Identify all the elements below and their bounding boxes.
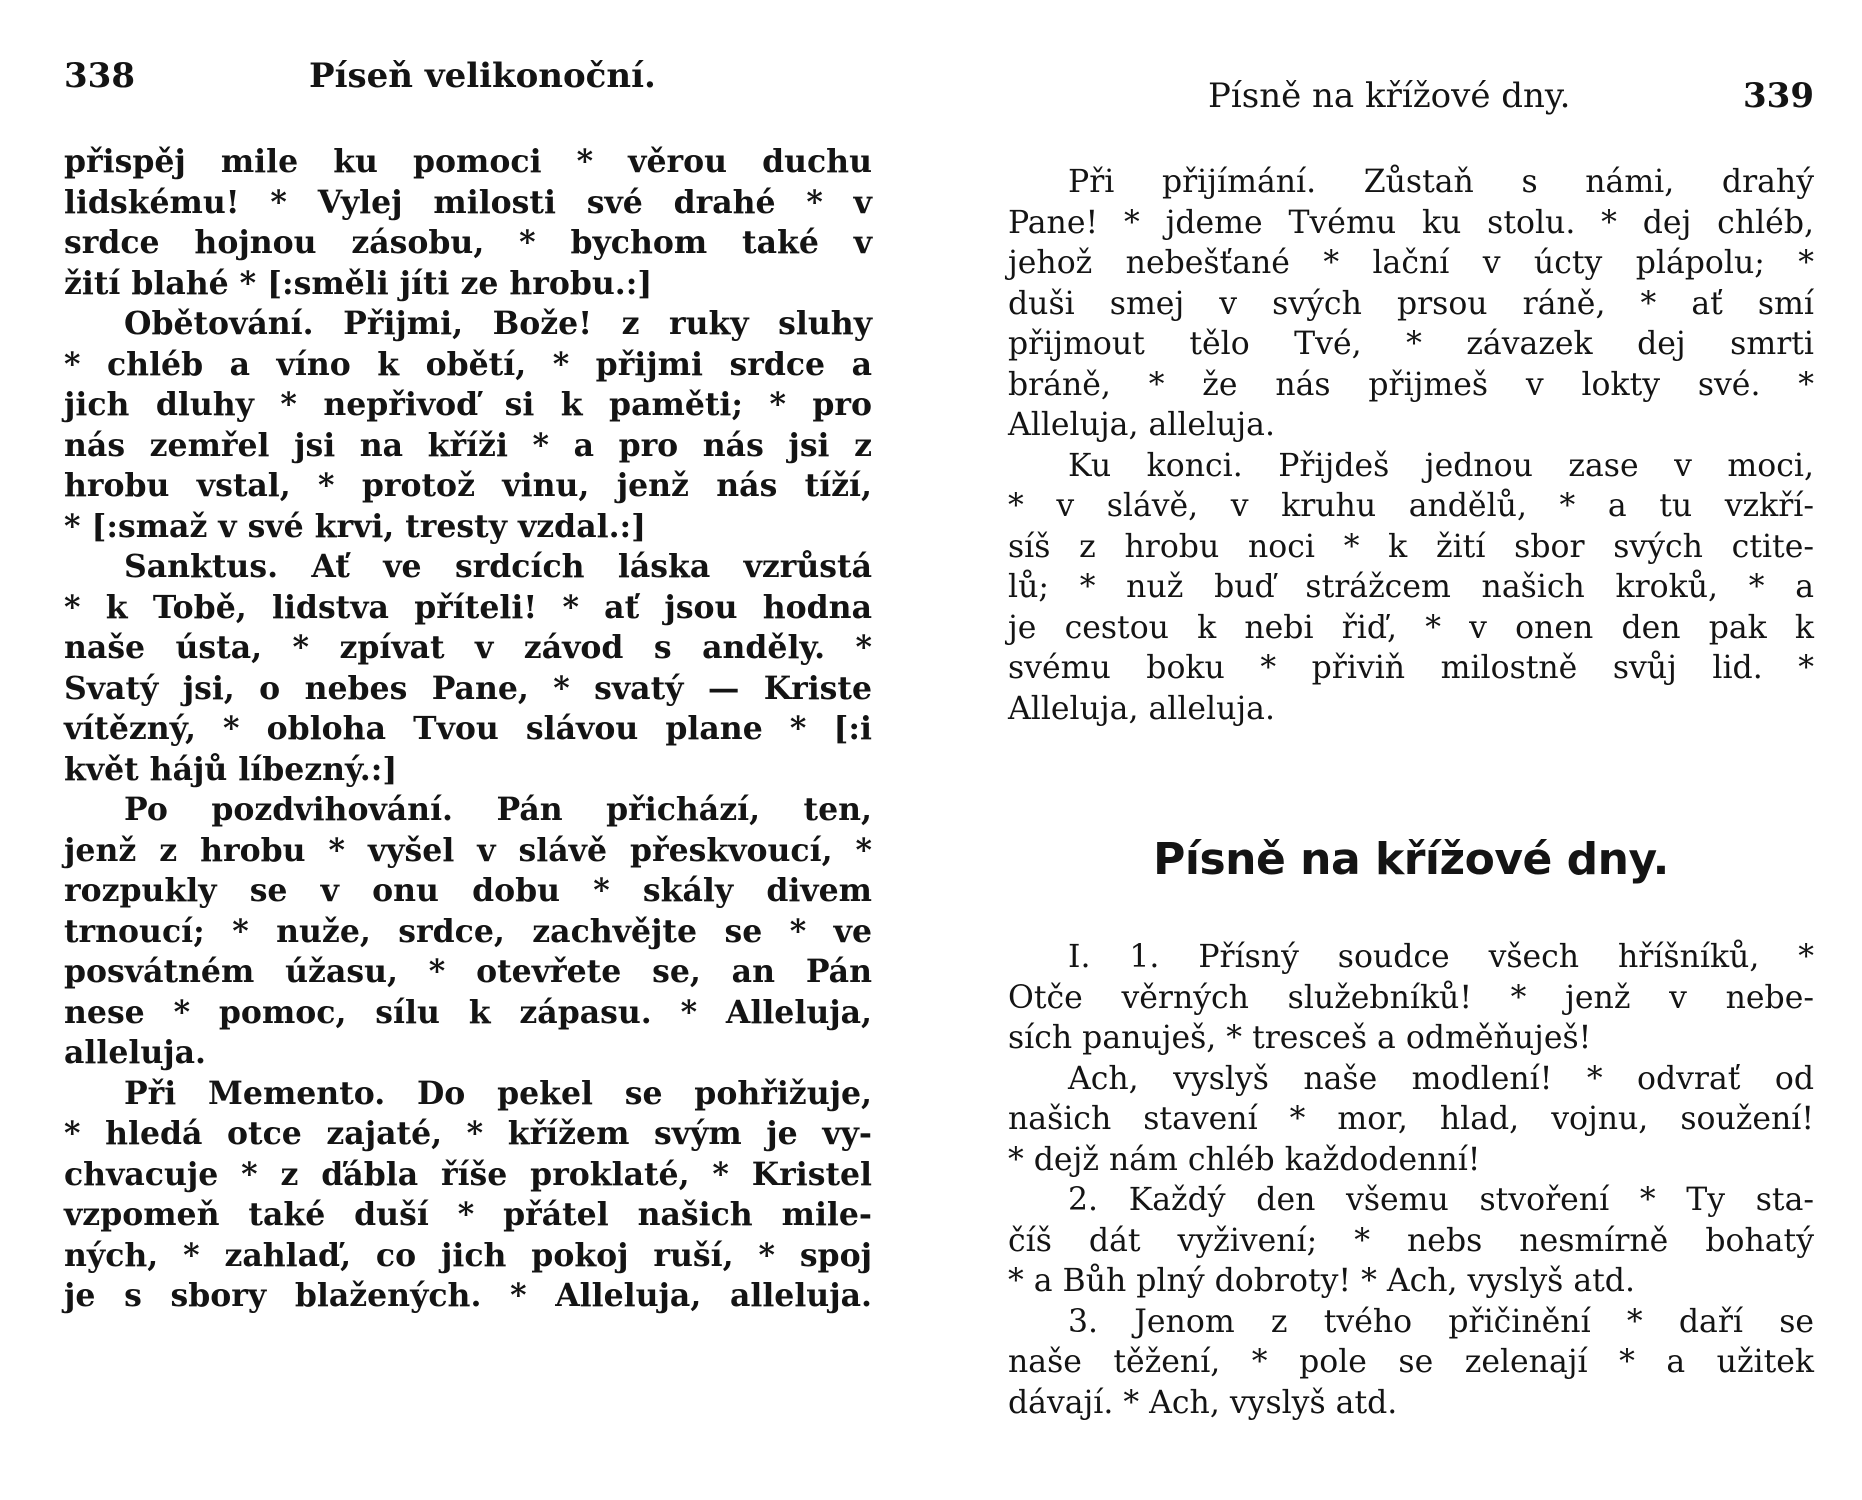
text-line: jenž z hrobu * vyšel v slávě přeskvoucí, *	[64, 831, 872, 869]
text-line: I. 1. Přísný soudce všech hříšníků, *	[1068, 939, 1814, 975]
text-line: přijmout tělo Tvé, * závazek dej smrti	[1008, 326, 1814, 362]
text-line: ných, * zahlaď, co jich pokoj ruší, * spoj	[64, 1236, 872, 1274]
text-line: * dejž nám chléb každodenní!	[1008, 1141, 1481, 1178]
text-line: 2. Každý den všemu stvoření * Ty sta-	[1068, 1182, 1814, 1218]
text-line: Při Memento. Do pekel se pohřižuje,	[124, 1074, 872, 1112]
text-line: hrobu vstal, * protož vinu, jenž nás tíží,	[64, 467, 872, 504]
text-line: vítězný, * obloha Tvou slávou plane * [:i	[64, 710, 872, 747]
text-line: Ku konci. Přijdeš jednou zase v moci,	[1068, 447, 1814, 484]
text-line: dávají. * Ach, vyslyš atd.	[1008, 1384, 1398, 1421]
left-page-number: 338	[64, 56, 135, 96]
text-line: * a Bůh plný dobroty! * Ach, vyslyš atd.	[1008, 1263, 1635, 1299]
text-line: květ hájů líbezný.:]	[64, 750, 398, 788]
text-line: * chléb a víno k obětí, * přijmi srdce a	[64, 345, 872, 383]
text-line: rozpukly se v onu dobu * skály divem	[64, 872, 872, 909]
text-line: Svatý jsi, o nebes Pane, * svatý — Kriste	[64, 669, 872, 707]
text-line: * [:smaž v své krvi, tresty vzdal.:]	[64, 507, 647, 545]
text-line: Otče věrných služebníků! * jenž v nebe-	[1008, 979, 1814, 1016]
text-line: nás zemřel jsi na kříži * a pro nás jsi z	[64, 426, 872, 464]
text-line: 3. Jenom z tvého přičinění * daří se	[1068, 1303, 1814, 1340]
text-line: přispěj mile ku pomoci * věrou duchu	[64, 143, 872, 180]
text-line: posvátném úžasu, * otevřete se, an Pán	[64, 953, 872, 990]
text-line: alleluja.	[64, 1034, 207, 1071]
left-page-header	[64, 48, 872, 98]
text-line: Po pozdvihování. Pán přichází, ten,	[124, 791, 872, 828]
text-line: Při přijímání. Zůstaň s námi, drahý	[1068, 164, 1814, 200]
text-line: lů; * nuž buď strážcem našich kroků, * a	[1008, 569, 1814, 605]
text-line: * v slávě, v kruhu andělů, * a tu vzkří-	[1008, 488, 1814, 524]
text-line: Pane! * jdeme Tvému ku stolu. * dej chléb,	[1008, 204, 1814, 241]
text-line: svému boku * přiviň milostně svůj lid. *	[1008, 650, 1814, 686]
text-line: číš dát vyživení; * nebs nesmírně bohatý	[1008, 1222, 1814, 1259]
text-line: duši smej v svých prsou ráně, * ať smí	[1008, 285, 1814, 322]
text-line: je cestou k nebi řiď, * v onen den pak k	[1008, 609, 1814, 646]
left-running-title: Píseň velikonoční.	[309, 56, 656, 96]
text-line: sích panuješ, * tresceš a odměňuješ!	[1008, 1020, 1592, 1056]
text-line: naše ústa, * zpívat v závod s anděly. *	[64, 629, 872, 666]
text-line: Alleluja, alleluja.	[1008, 407, 1275, 443]
text-line: našich stavení * mor, hlad, vojnu, soužení!	[1008, 1101, 1814, 1137]
text-line: srdce hojnou zásobu, * bychom také v	[64, 224, 872, 261]
text-line: vzpomeň také duší * přátel našich mile-	[64, 1196, 872, 1233]
text-line: síš z hrobu noci * k žití sbor svých ctite-	[1008, 528, 1814, 565]
text-line: chvacuje * z ďábla říše proklaté, * Kristel	[64, 1155, 872, 1193]
left-page-text	[64, 142, 872, 1317]
text-line: trnoucí; * nuže, srdce, zachvějte se * ve	[64, 912, 872, 950]
text-line: jehož nebešťané * lační v úcty plápolu; *	[1008, 245, 1814, 281]
section-title: Písně na křížové dny.	[1153, 834, 1669, 885]
text-line: žití blahé * [:směli jíti ze hrobu.:]	[64, 264, 653, 302]
right-page-header	[1008, 72, 1814, 122]
text-line: * k Tobě, lidstva příteli! * ať jsou hodna	[64, 588, 872, 626]
right-page-number: 339	[1743, 76, 1814, 116]
text-line: lidskému! * Vylej milosti své drahé * v	[64, 183, 872, 221]
text-line: je s sbory blažených. * Alleluja, alleluja.	[64, 1277, 872, 1314]
text-line: nese * pomoc, sílu k zápasu. * Alleluja,	[64, 993, 872, 1031]
text-line: jich dluhy * nepřivoď si k paměti; * pro	[64, 386, 872, 423]
text-line: Obětování. Přijmi, Bože! z ruky sluhy	[124, 305, 872, 342]
text-line: Sanktus. Ať ve srdcích láska vzrůstá	[124, 548, 872, 585]
text-line: Alleluja, alleluja.	[1008, 690, 1275, 727]
text-line: * hledá otce zajaté, * křížem svým je vy-	[64, 1115, 872, 1152]
right-page-text-bottom	[1008, 937, 1814, 1423]
right-running-title: Písně na křížové dny.	[1208, 76, 1571, 116]
text-line: Ach, vyslyš naše modlení! * odvrať od	[1068, 1060, 1814, 1097]
text-line: bráně, * že nás přijmeš v lokty své. *	[1008, 366, 1814, 403]
text-line: naše těžení, * pole se zelenají * a užitek	[1008, 1344, 1814, 1380]
right-page-text-top	[1008, 162, 1814, 729]
